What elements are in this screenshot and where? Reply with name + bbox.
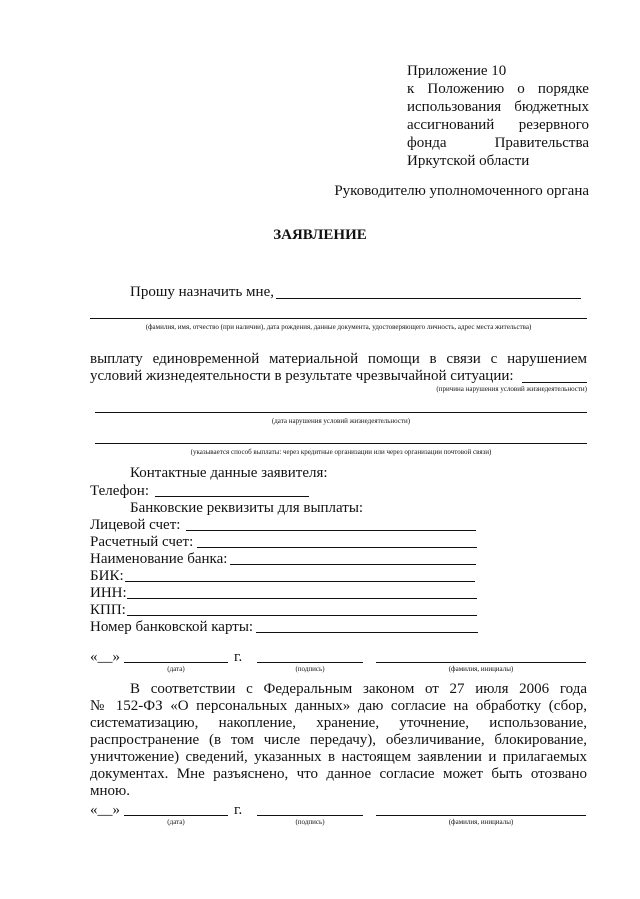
bik-line[interactable] <box>125 581 475 582</box>
payment-method-hint: (указывается способ выплаты: через кредитные организации или через организации почтовой связи) <box>190 448 492 456</box>
date-violation-hint: (дата нарушения условий жизнедеятельности) <box>271 417 411 425</box>
name-hint: (фамилия, инициалы) <box>448 818 514 826</box>
appendix-line-4: ассигнований резервного <box>407 117 589 133</box>
sign-date-line[interactable] <box>124 662 228 663</box>
request-label: Прошу назначить мне, <box>130 284 274 300</box>
name-hint: (фамилия, инициалы) <box>448 665 514 673</box>
phone-label: Телефон: <box>90 483 149 499</box>
bank-field-label: Расчетный счет: <box>90 534 194 550</box>
bank-field-label: Наименование банка: <box>90 551 228 567</box>
settlement-account-line[interactable] <box>197 547 477 548</box>
consent-line-4: распространение (в том числе передачу), обезличивание, блокирование, <box>90 732 587 748</box>
date-violation-line[interactable] <box>95 412 587 413</box>
request-input-line-2[interactable] <box>90 318 587 319</box>
appendix-line-3: использования бюджетных <box>407 99 589 115</box>
request-hint: (фамилия, имя, отчество (при наличии), дата рождения, данные документа, удостоверяющего личность, адрес места жительства) <box>145 323 532 331</box>
request-input-line[interactable] <box>276 298 581 299</box>
date-quote: «__» <box>90 649 120 665</box>
year-label: г. <box>234 649 243 665</box>
consent-line-5: уничтожение) сведений, указанных в настоящем заявлении и прилагаемых <box>90 749 587 765</box>
reason-input-line[interactable] <box>522 382 587 383</box>
kpp-line[interactable] <box>127 615 477 616</box>
card-number-line[interactable] <box>256 632 478 633</box>
year-label: г. <box>234 802 243 818</box>
payment-method-line[interactable] <box>95 443 587 444</box>
signature-hint: (подпись) <box>295 665 325 673</box>
payment-line-2: условий жизнедеятельности в результате чрезвычайной ситуации: <box>90 368 514 384</box>
document-title: ЗАЯВЛЕНИЕ <box>273 227 367 243</box>
appendix-number: Приложение 10 <box>407 63 507 79</box>
bank-field-label: ИНН: <box>90 585 127 601</box>
appendix-line-2: к Положению о порядке <box>407 81 589 97</box>
date-hint: (дата) <box>167 665 185 673</box>
reason-hint: (причина нарушения условий жизнедеятельности) <box>436 385 587 393</box>
personal-account-line[interactable] <box>186 530 476 531</box>
consent-line-6: документах. Мне разъяснено, что данное согласие может быть отозвано <box>90 766 587 782</box>
phone-input-line[interactable] <box>155 496 309 497</box>
bank-field-label: Номер банковской карты: <box>90 619 254 635</box>
payment-line-1: выплату единовременной материальной помощи в связи с нарушением <box>90 351 587 367</box>
signature-line[interactable] <box>257 662 363 663</box>
appendix-line-6: Иркутской области <box>407 153 530 169</box>
recipient: Руководителю уполномоченного органа <box>334 183 589 199</box>
bank-heading: Банковские реквизиты для выплаты: <box>130 500 364 516</box>
bank-field-label: Лицевой счет: <box>90 517 181 533</box>
bank-field-label: КПП: <box>90 602 126 618</box>
appendix-line-5: фонда Правительства <box>407 135 589 151</box>
signature-line[interactable] <box>257 815 363 816</box>
signature-hint: (подпись) <box>295 818 325 826</box>
bank-name-line[interactable] <box>230 564 476 565</box>
name-line[interactable] <box>376 662 586 663</box>
consent-line-1: В соответствии с Федеральным законом от 27 июля 2006 года <box>130 681 587 697</box>
inn-line[interactable] <box>127 598 477 599</box>
consent-line-3: систематизацию, накопление, хранение, уточнение, использование, <box>90 715 587 731</box>
consent-line-2: № 152-ФЗ «О персональных данных» даю согласие на обработку (сбор, <box>90 698 587 714</box>
date-quote: «__» <box>90 802 120 818</box>
date-hint: (дата) <box>167 818 185 826</box>
bank-field-label: БИК: <box>90 568 124 584</box>
contacts-heading: Контактные данные заявителя: <box>130 465 328 481</box>
consent-last-line: мною. <box>90 783 130 799</box>
sign-date-line[interactable] <box>124 815 228 816</box>
name-line[interactable] <box>376 815 586 816</box>
